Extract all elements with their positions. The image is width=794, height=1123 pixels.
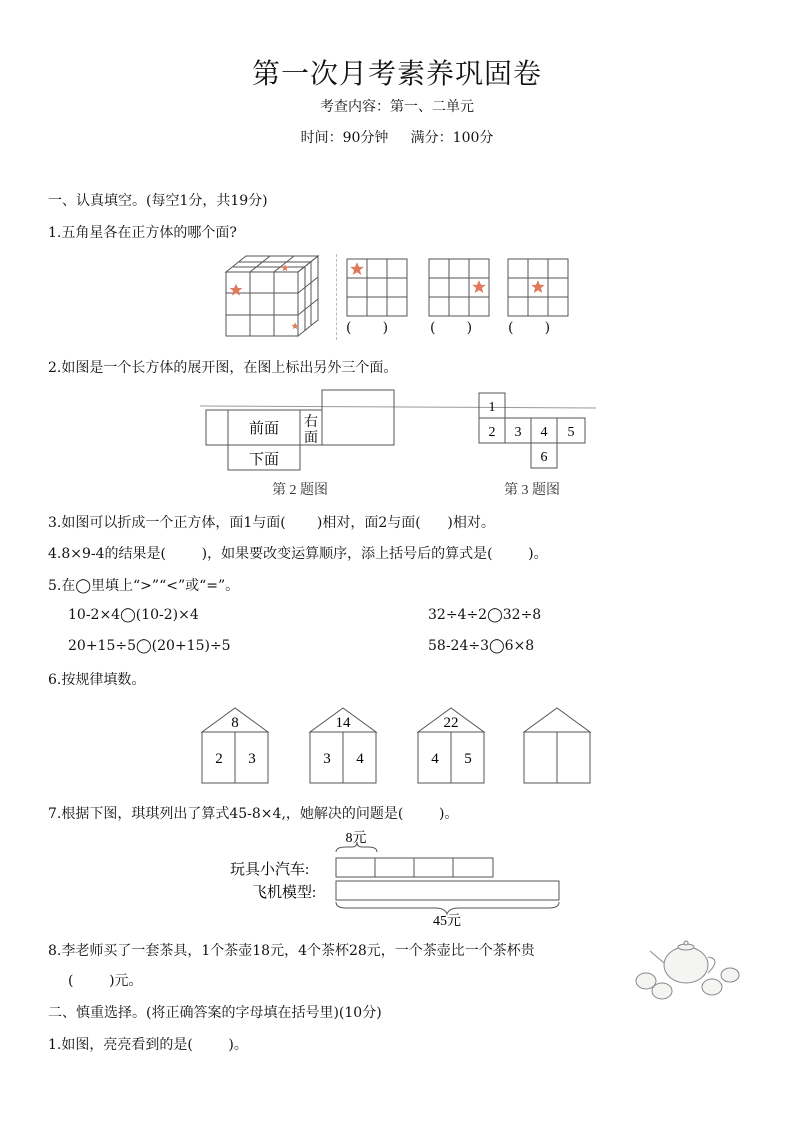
net3-cell: 6 <box>540 450 548 465</box>
house-left-number: 4 <box>431 751 439 767</box>
house-right-number: 3 <box>248 751 256 767</box>
q6-text: 6.按规律填数。 <box>48 672 146 688</box>
star-icon <box>472 280 486 293</box>
fig2-caption: 第 2 题图 <box>272 483 328 498</box>
page-title: 第一次月考素养巩固卷 <box>251 57 542 90</box>
answer-blank-1[interactable]: ( ) <box>346 320 389 336</box>
time-score: 时间：90分钟 满分：100分 <box>300 130 494 146</box>
bar-diagram <box>230 830 570 926</box>
divider <box>336 254 338 340</box>
q2-text: 2.如图是一个长方体的展开图，在图上标出另外三个面。 <box>48 360 398 376</box>
section1-heading: 一、认真填空。(每空1分，共19分) <box>48 193 268 209</box>
q4-text: 4.8×9-4的结果是( )，如果要改变运算顺序，添上括号后的算式是( )。 <box>48 546 548 562</box>
plane-row-label: 飞机模型: <box>252 885 317 901</box>
nets-figure <box>200 388 600 500</box>
net3-cell: 3 <box>514 425 522 440</box>
net3-cell: 4 <box>540 425 548 440</box>
q8-text-line1: 8.李老师买了一套茶具，1个茶壶18元，4个茶杯28元，一个茶壶比一个茶杯贵 <box>48 943 535 959</box>
q8-text-line2: ( )元。 <box>68 973 143 989</box>
cube-figure <box>222 252 342 342</box>
house-right-number: 4 <box>356 751 364 767</box>
car-row-label: 玩具小汽车: <box>230 862 310 878</box>
q7-text: 7.根据下图，琪琪列出了算式45-8×4,，她解决的问题是( )。 <box>48 806 459 822</box>
q5-text: 5.在◯里填上“>”“<”或“=”。 <box>48 578 240 594</box>
face-grids <box>345 258 575 320</box>
section2-heading: 二、慎重选择。(将正确答案的字母填在括号里)(10分) <box>48 1005 382 1021</box>
q5-item: 32÷4÷2◯32÷8 <box>428 607 542 623</box>
house-roof-number: 22 <box>443 715 459 731</box>
q5-item: 20+15÷5◯(20+15)÷5 <box>68 638 231 654</box>
exam-scope: 考查内容：第一、二单元 <box>320 99 474 115</box>
net3-cell: 5 <box>567 425 575 440</box>
right-face-label-1: 右 <box>304 415 318 430</box>
total-label: 45元 <box>433 914 461 926</box>
house-roof-number: 14 <box>335 715 351 731</box>
answer-blank-3[interactable]: ( ) <box>508 320 551 336</box>
star-icon <box>350 262 364 275</box>
net3-cell: 2 <box>488 425 496 440</box>
unit-label: 8元 <box>345 831 367 846</box>
q3-text: 3.如图可以折成一个正方体，面1与面( )相对，面2与面( )相对。 <box>48 515 495 531</box>
bottom-face-label: 下面 <box>248 452 280 468</box>
net3-cell: 1 <box>488 400 496 415</box>
front-face-label: 前面 <box>248 421 280 437</box>
answer-blank-2[interactable]: ( ) <box>430 320 473 336</box>
s2-q1-text: 1.如图，亮亮看到的是( )。 <box>48 1037 248 1053</box>
house-left-number: 3 <box>323 751 331 767</box>
star-icon <box>531 280 545 293</box>
teapot-illustration <box>632 935 742 1001</box>
house-roof-number: 8 <box>231 715 239 731</box>
house-left-number: 2 <box>215 751 223 767</box>
q5-item: 58-24÷3◯6×8 <box>428 638 535 654</box>
house-right-number: 5 <box>464 751 472 767</box>
star-icon <box>230 284 243 296</box>
houses-figure <box>200 706 600 786</box>
q5-item: 10-2×4◯(10-2)×4 <box>68 607 199 623</box>
right-face-label-2: 面 <box>304 431 318 446</box>
fig3-caption: 第 3 题图 <box>504 483 560 498</box>
q1-text: 1.五角星各在正方体的哪个面? <box>48 225 237 241</box>
